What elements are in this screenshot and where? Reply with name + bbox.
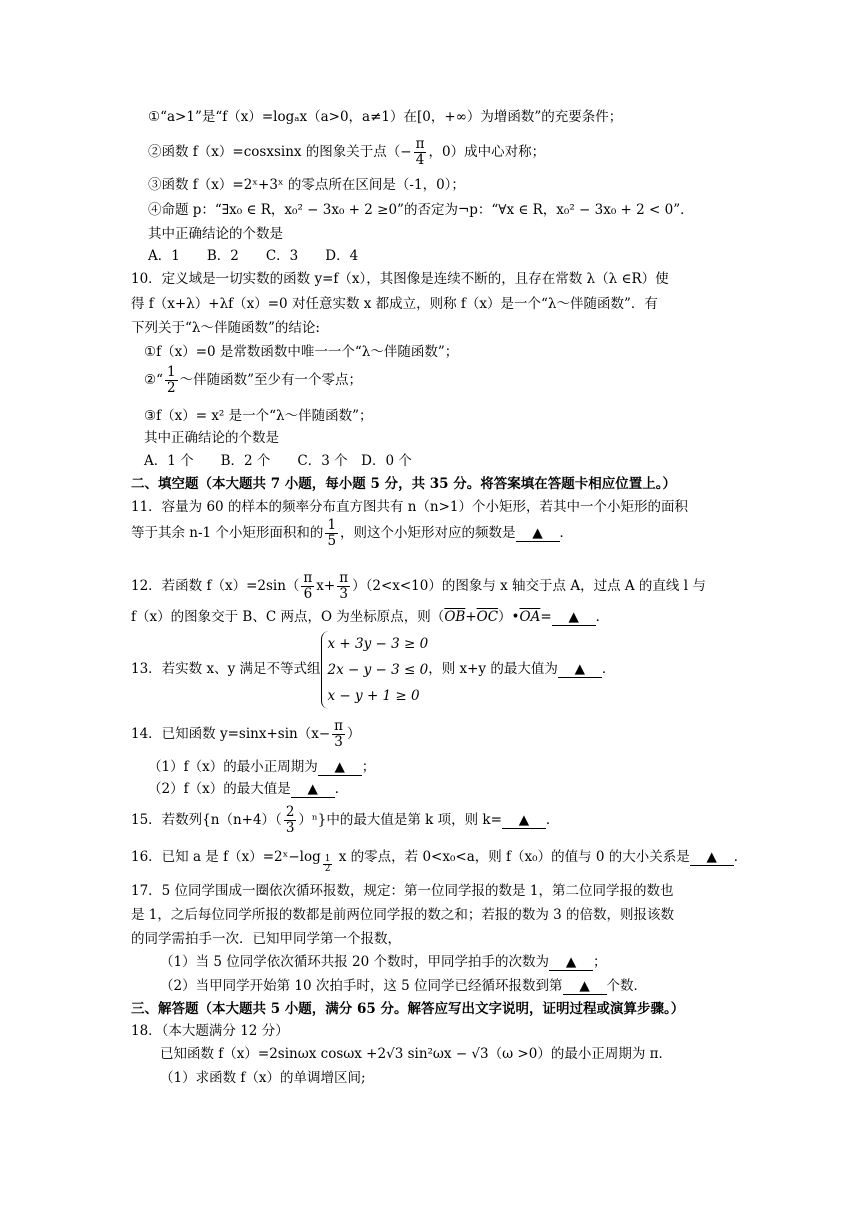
q9-statement-2: ②函数 f（x）=cosxsinx 的图象关于点（− $\frac{\pi}{4}$ ，0）成中心对称；: [148, 136, 546, 168]
q17-line-3: 的同学需拍手一次．已知甲同学第一个报数，: [131, 931, 401, 947]
q14-frac: $\frac{\pi}{3}$: [334, 718, 344, 750]
answer-blank[interactable]: ▲: [318, 759, 362, 776]
q15-frac: $\frac{2}{3}$: [285, 804, 295, 836]
q14-part-2: （2）f（x）的最大值是 ▲ ．: [148, 781, 349, 797]
q10-frac: $\frac{1}{2}$: [167, 364, 176, 396]
q17-line-2: 是 1，之后每位同学所报的数都是前两位同学报的数之和；若报的数为 3 的倍数，则报该数: [131, 907, 675, 923]
q12-line-1: 12．若函数 f（x）=2sin（ $\frac{\pi}{6}$ x+ $\frac{\pi}{3}$ ）（2<x<10）的图象与 x 轴交于点 A，过点 A 的直线 l 与: [131, 570, 706, 602]
q10-line-1: 10．定义域是一切实数的函数 y=f（x），其图像是连续不断的，且存在常数 λ（λ ∈R）使: [131, 271, 669, 287]
q11-line-2: 等于其余 n-1 个小矩形面积和的 $\frac{1}{5}$ ，则这个小矩形对应的频数是 ▲ ．: [131, 517, 574, 549]
q17-part-1: （1）当 5 位同学依次循环共报 20 个数时，甲同学拍手的次数为 ▲ ；: [160, 954, 607, 970]
q9-statement-4: ④命题 p：“∃x₀ ∈ R，x₀² − 3x₀ + 2 ≥0”的否定为¬p：“∀x ∈ R，x₀² − 3x₀ + 2 < 0”．: [148, 202, 694, 218]
q9-ask: 其中正确结论的个数是: [148, 226, 283, 242]
q9-options: A．1 B．2 C．3 D．4: [148, 248, 359, 264]
answer-blank[interactable]: ▲: [690, 849, 734, 866]
q10-line-3: 下列关于“λ～伴随函数”的结论:: [131, 320, 320, 336]
answer-blank[interactable]: ▲: [558, 661, 602, 678]
q18-heading: 18．（本大题满分 12 分）: [131, 1023, 289, 1039]
vector-ob: $\overline{OB}$: [444, 609, 466, 625]
q18-part-1: （1）求函数 f（x）的单调增区间;: [160, 1070, 366, 1086]
q10-ask: 其中正确结论的个数是: [144, 430, 279, 446]
q10-statement-1: ①f（x）=0 是常数函数中唯一一个“λ～伴随函数”；: [144, 344, 459, 360]
q14-line-1: 14．已知函数 y=sinx+sin（x− $\frac{\pi}{3}$ ）: [131, 718, 361, 750]
section-2-heading: 二、填空题（本大题共 7 小题，每小题 5 分，共 35 分。将答案填在答题卡相应位置上。）: [131, 476, 677, 492]
section-3-heading: 三、解答题（本大题共 5 小题，满分 65 分。解答应写出文字说明，证明过程或演算步骤。）: [131, 1001, 685, 1017]
q9-frac: $\frac{\pi}{4}$: [415, 136, 425, 168]
q14-part-1: （1）f（x）的最小正周期为 ▲ ；: [148, 759, 376, 775]
q13: 13．若实数 x、y 满足不等式组 x + 3y − 3 ≥ 0 2x − y − 3 ≤ 0 x − y + 1 ≥ 0 ，则 x+y 的最大值为 ▲ ．: [131, 630, 615, 709]
q10-statement-3: ③f（x）= x² 是一个“λ～伴随函数”；: [144, 408, 373, 424]
vector-oa: $\overline{OA}$: [519, 609, 541, 625]
inequality-system: x + 3y − 3 ≥ 0 2x − y − 3 ≤ 0 x − y + 1 ≥ 0: [321, 631, 429, 709]
q10-line-2: 得 f（x+λ）+λf（x）=0 对任意实数 x 都成立，则称 f（x）是一个“λ～伴随函数”．有: [131, 296, 658, 312]
q10-statement-2: ②“ $\frac{1}{2}$ ～伴随函数”至少有一个零点；: [144, 364, 363, 396]
q11-line-1: 11．容量为 60 的样本的频率分布直方图共有 n（n>1）个小矩形，若其中一个小矩形的面积: [131, 499, 689, 515]
q16: 16．已知 a 是 f（x）=2ˣ−log $\frac{1}{2}$ x 的零点，若 0<x₀<a，则 f（x₀）的值与 0 的大小关系是 ▲ ．: [131, 849, 748, 874]
q15: 15．若数列{n（n+4）（ $\frac{2}{3}$ ）ⁿ}中的最大值是第 k 项，则 k= ▲ ．: [131, 804, 560, 836]
q18-line-1: 已知函数 f（x）=2sinωx cosωx +2√3 sin²ωx − √3（ω >0）的最小正周期为 π．: [160, 1046, 672, 1062]
answer-blank[interactable]: ▲: [552, 609, 596, 626]
answer-blank[interactable]: ▲: [549, 954, 593, 971]
answer-blank[interactable]: ▲: [563, 978, 607, 995]
q12-frac-2: $\frac{\pi}{3}$: [339, 570, 349, 602]
q11-frac: $\frac{1}{5}$: [327, 517, 337, 549]
q10-options: A．1 个 B．2 个 C．3 个 D．0 个: [144, 453, 412, 469]
answer-blank[interactable]: ▲: [502, 812, 546, 829]
q9-statement-1: ①“a>1”是“f（x）=logₐx（a>0，a≠1）在[0，+∞）为增函数”的充要条件；: [148, 109, 623, 125]
vector-oc: $\overline{OC}$: [476, 609, 499, 625]
q17-part-2: （2）当甲同学开始第 10 次拍手时，这 5 位同学已经循环报数到第 ▲ 个数．: [160, 978, 648, 994]
answer-blank[interactable]: ▲: [291, 781, 335, 798]
q12-line-2: f（x）的图象交于 B、C 两点，O 为坐标原点，则$(\overline{OB}+\overline{OC})•\overline{OA}=$ ▲ ．: [131, 609, 610, 625]
log-base-frac: $\frac{1}{2}$: [324, 854, 331, 874]
q12-frac-1: $\frac{\pi}{6}$: [303, 570, 313, 602]
q9-statement-3: ③函数 f（x）=2ˣ+3ˣ 的零点所在区间是（-1，0）；: [148, 177, 465, 193]
answer-blank[interactable]: ▲: [516, 525, 560, 542]
q17-line-1: 17．5 位同学围成一圈依次循环报数，规定：第一位同学报的数是 1，第二位同学报的数也: [131, 883, 674, 899]
